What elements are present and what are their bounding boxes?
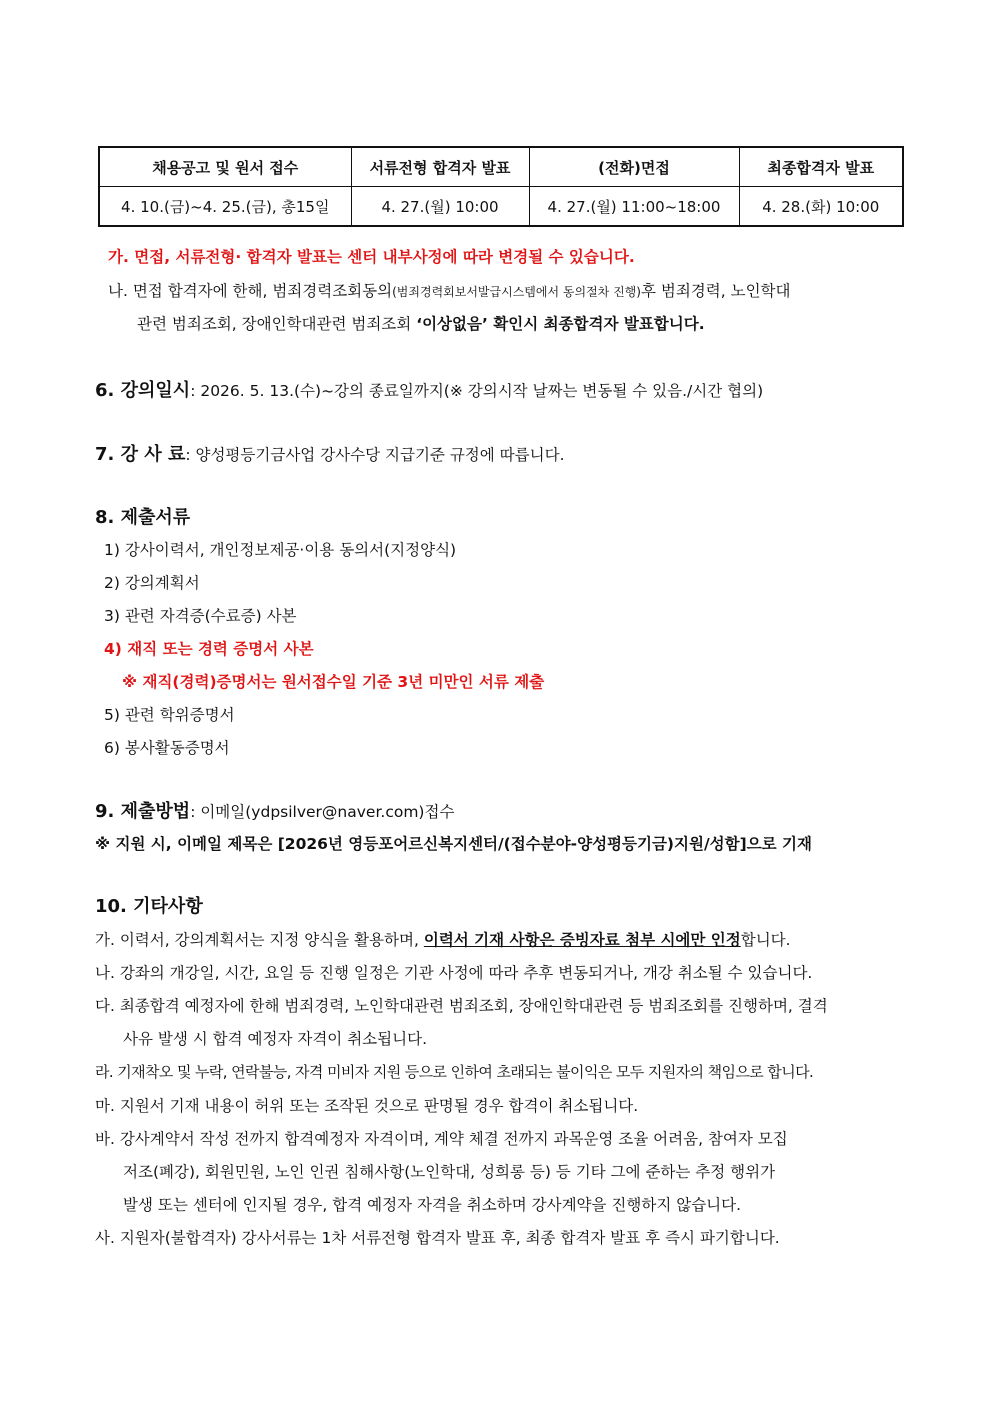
schedule-value-cell: 4. 28.(화) 10:00 [739,187,903,227]
etc-ga-underline: 이력서 기재 사항은 증빙자료 첨부 시에만 인정 [423,931,741,949]
schedule-header-cell: (전화)면접 [529,147,739,187]
etc-ba-line1: 바. 강사계약서 작성 전까지 합격예정자 자격이며, 계약 체결 전까지 과목운영 조율 어려움, 참여자 모집 [95,1130,788,1148]
section-9 [95,797,454,823]
etc-ga-end: 합니다. [740,931,791,949]
etc-da-line1: 다. 최종합격 예정자에 한해 범죄경력, 노인학대관련 범죄조회, 장애인학대관련 등 범죄조회를 진행하며, 결격 [95,997,828,1015]
doc-item: 4) 재직 또는 경력 증명서 사본 [104,640,314,658]
note-na-small: (범죄경력회보서발급시스템에서 동의절차 진행) [392,285,641,299]
section-9-body: : 이메일(ydpsilver@naver.com)접수 [190,803,455,821]
schedule-value-cell: 4. 10.(금)~4. 25.(금), 총15일 [99,187,351,227]
note-na-line2 [137,312,705,334]
doc-item: 6) 봉사활동증명서 [104,739,230,757]
schedule-value-row [99,187,903,227]
etc-na: 나. 강좌의 개강일, 시간, 요일 등 진행 일정은 기관 사정에 따라 추후 변동되거나, 개강 취소될 수 있습니다. [95,964,813,982]
doc-item: 5) 관련 학위증명서 [104,706,235,724]
etc-da-line2: 사유 발생 시 합격 예정자 자격이 취소됩니다. [123,1030,428,1048]
section-7-title: 7. 강 사 료 [95,444,186,465]
doc-item: 1) 강사이력서, 개인정보제공·이용 동의서(지정양식) [104,541,457,559]
section-9-title: 9. 제출방법 [95,801,191,822]
section-7 [95,440,565,466]
note-na2-text: 관련 범죄조회, 장애인학대관련 범죄조회 [137,315,417,333]
section-8-title: 8. 제출서류 [95,507,191,528]
section-6-body: : 2026. 5. 13.(수)~강의 종료일까지(※ 강의시작 날짜는 변동될 수 있음./시간 협의) [190,382,764,400]
section-10-title: 10. 기타사항 [95,896,203,917]
schedule-header-cell: 채용공고 및 원서 접수 [99,147,351,187]
etc-ba-line2: 저조(폐강), 회원민원, 노인 인권 침해사항(노인학대, 성희롱 등) 등 기타 그에 준하는 추정 행위가 [123,1163,776,1181]
note-na2-bold: ‘이상없음’ 확인시 최종합격자 발표합니다. [416,315,705,333]
schedule-header-row [99,147,903,187]
note-na-text2: 후 범죄경력, 노인학대 [640,282,791,300]
section-6-title: 6. 강의일시 [95,380,191,401]
etc-ba-line3: 발생 또는 센터에 인지될 경우, 합격 예정자 자격을 취소하며 강사계약을 진행하지 않습니다. [123,1196,742,1214]
note-na-text: 나. 면접 합격자에 한해, 범죄경력조회동의 [108,282,393,300]
etc-ma: 마. 지원서 기재 내용이 허위 또는 조작된 것으로 판명될 경우 합격이 취소됩니다. [95,1097,639,1115]
schedule-value-cell: 4. 27.(월) 10:00 [351,187,529,227]
etc-ra: 라. 기재착오 및 누락, 연락불능, 자격 미비자 지원 등으로 인하여 초래되는 불이익은 모두 지원자의 책임으로 합니다. [95,1063,814,1081]
etc-ga-text: 가. 이력서, 강의계획서는 지정 양식을 활용하며, [95,931,424,949]
section-6 [95,376,763,402]
doc-item: 2) 강의계획서 [104,574,200,592]
doc-item-note: ※ 재직(경력)증명서는 원서접수일 기준 3년 미만인 서류 제출 [122,673,545,691]
etc-ga [95,928,791,950]
section-7-body: : 양성평등기금사업 강사수당 지급기준 규정에 따릅니다. [185,446,565,464]
etc-sa: 사. 지원자(불합격자) 강사서류는 1차 서류전형 합격자 발표 후, 최종 합격자 발표 후 즉시 파기합니다. [95,1229,780,1247]
note-ga: 가. 면접, 서류전형· 합격자 발표는 센터 내부사정에 따라 변경될 수 있습니다. [108,248,635,266]
doc-item: 3) 관련 자격증(수료증) 사본 [104,607,297,625]
schedule-table [98,146,904,227]
section-9-note: ※ 지원 시, 이메일 제목은 [2026년 영등포어르신복지센터/(접수분야-양성평등기금)지원/성함]으로 기재 [95,835,812,853]
note-na-line1 [108,279,791,301]
schedule-header-cell: 서류전형 합격자 발표 [351,147,529,187]
schedule-header-cell: 최종합격자 발표 [739,147,903,187]
schedule-value-cell: 4. 27.(월) 11:00~18:00 [529,187,739,227]
